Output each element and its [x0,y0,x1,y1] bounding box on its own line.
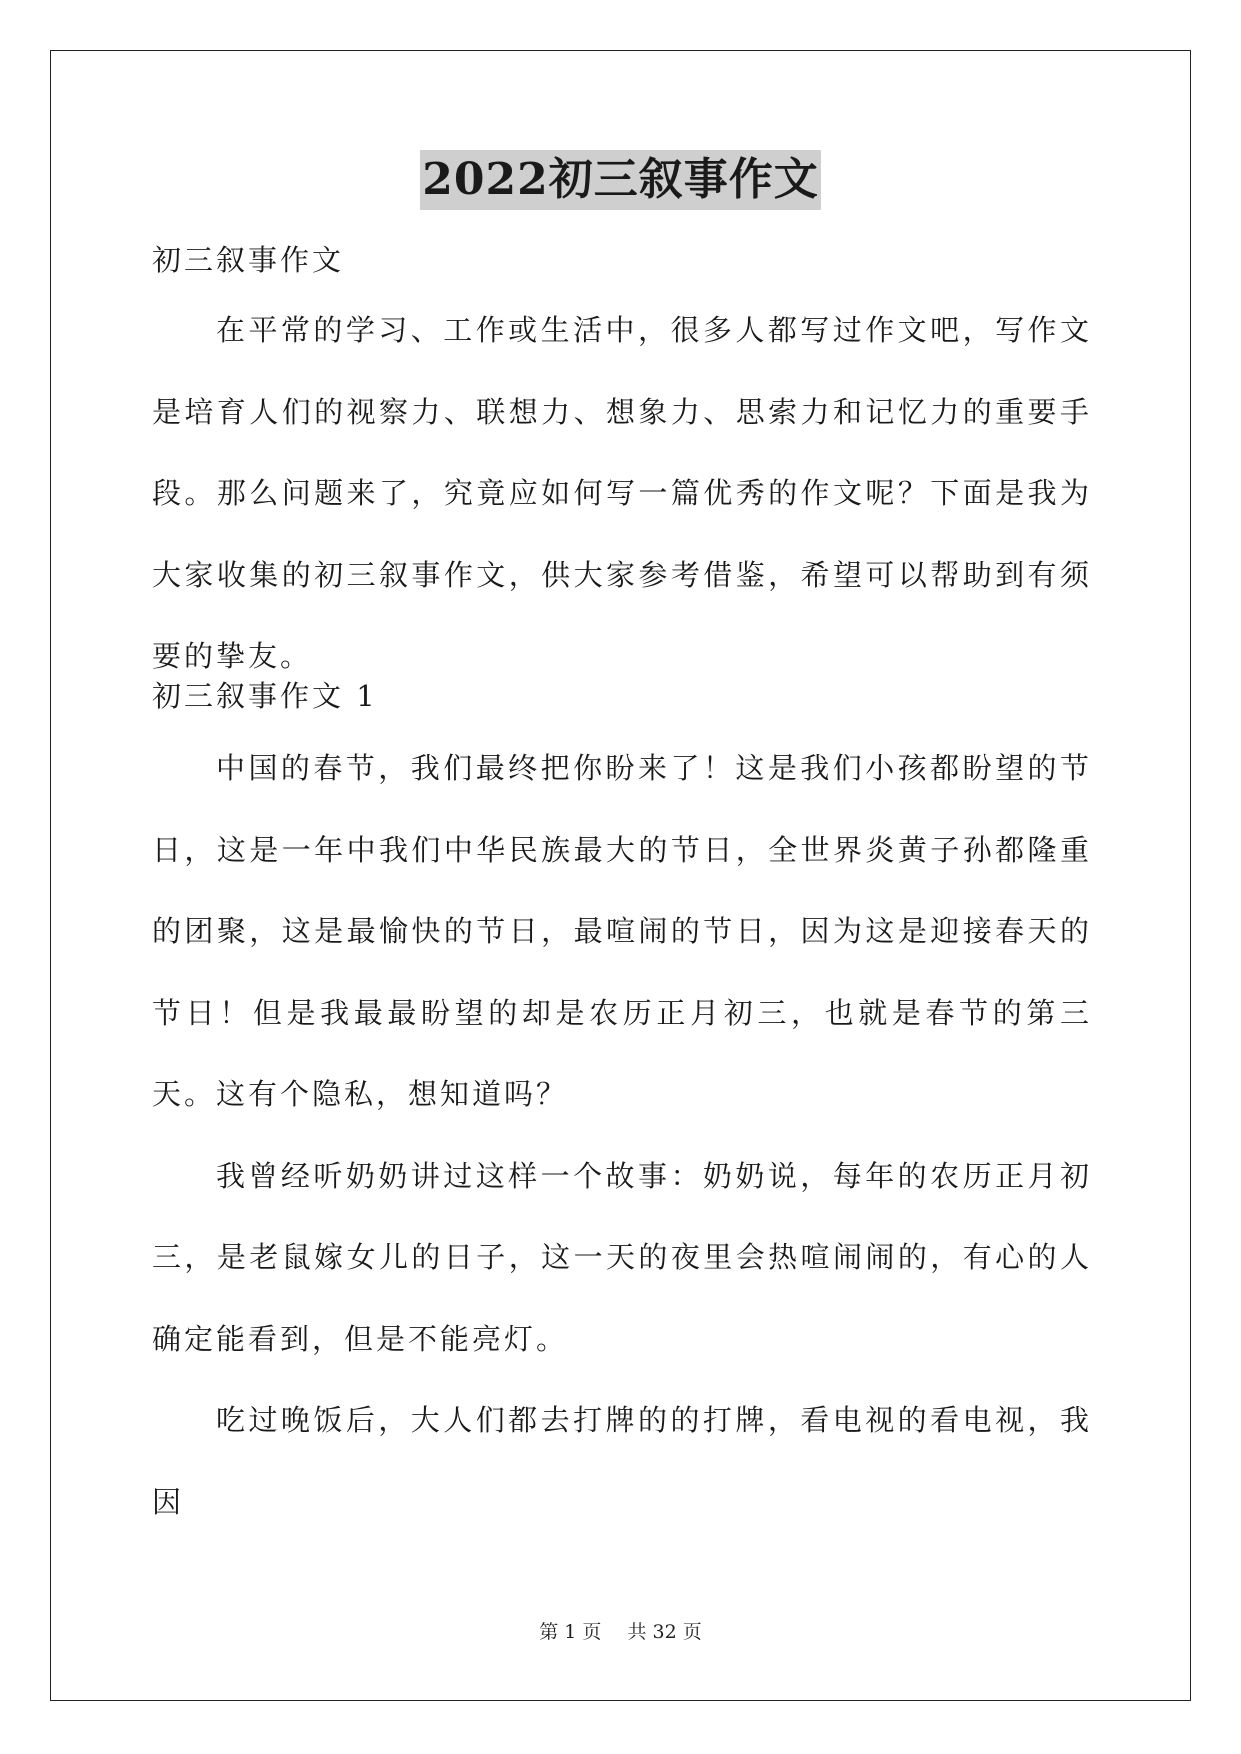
document-title-text: 2022初三叙事作文 [420,150,820,210]
intro-section [152,290,1092,698]
page-number-total: 共 32 页 [627,1621,702,1643]
essay-paragraph: 我曾经听奶奶讲过这样一个故事：奶奶说，每年的农历正月初三，是老鼠嫁女儿的日子，这一天的夜里会热喧闹闹的，有心的人确定能看到，但是不能亮灯。 [152,1158,1092,1356]
essay-paragraph: 中国的春节，我们最终把你盼来了！这是我们小孩都盼望的节日，这是一年中我们中华民族最大的节日，全世界炎黄子孙都隆重的团聚，这是最愉快的节日，最喧闹的节日，因为这是迎接春天的节日！但是我最最盼望的却是农历正月初三，也就是春节的第三天。这有个隐私，想知道吗？ [152,751,1092,1111]
document-heading: 初三叙事作文 [152,243,345,277]
document-title [0,150,1241,210]
page-number-current: 第 1 页 [539,1621,602,1643]
section-heading: 初三叙事作文 1 [152,679,378,713]
intro-paragraph: 在平常的学习、工作或生活中，很多人都写过作文吧，写作文是培育人们的视察力、联想力、想象力、思索力和记忆力的重要手段。那么问题来了，究竟应如何写一篇优秀的作文呢？下面是我为大家收集的初三叙事作文，供大家参考借鉴，希望可以帮助到有须要的挚友。 [152,313,1092,673]
essay-body [152,728,1092,1543]
essay-paragraph: 吃过晚饭后，大人们都去打牌的的打牌，看电视的看电视，我因 [152,1403,1092,1519]
page-footer [0,1620,1241,1644]
